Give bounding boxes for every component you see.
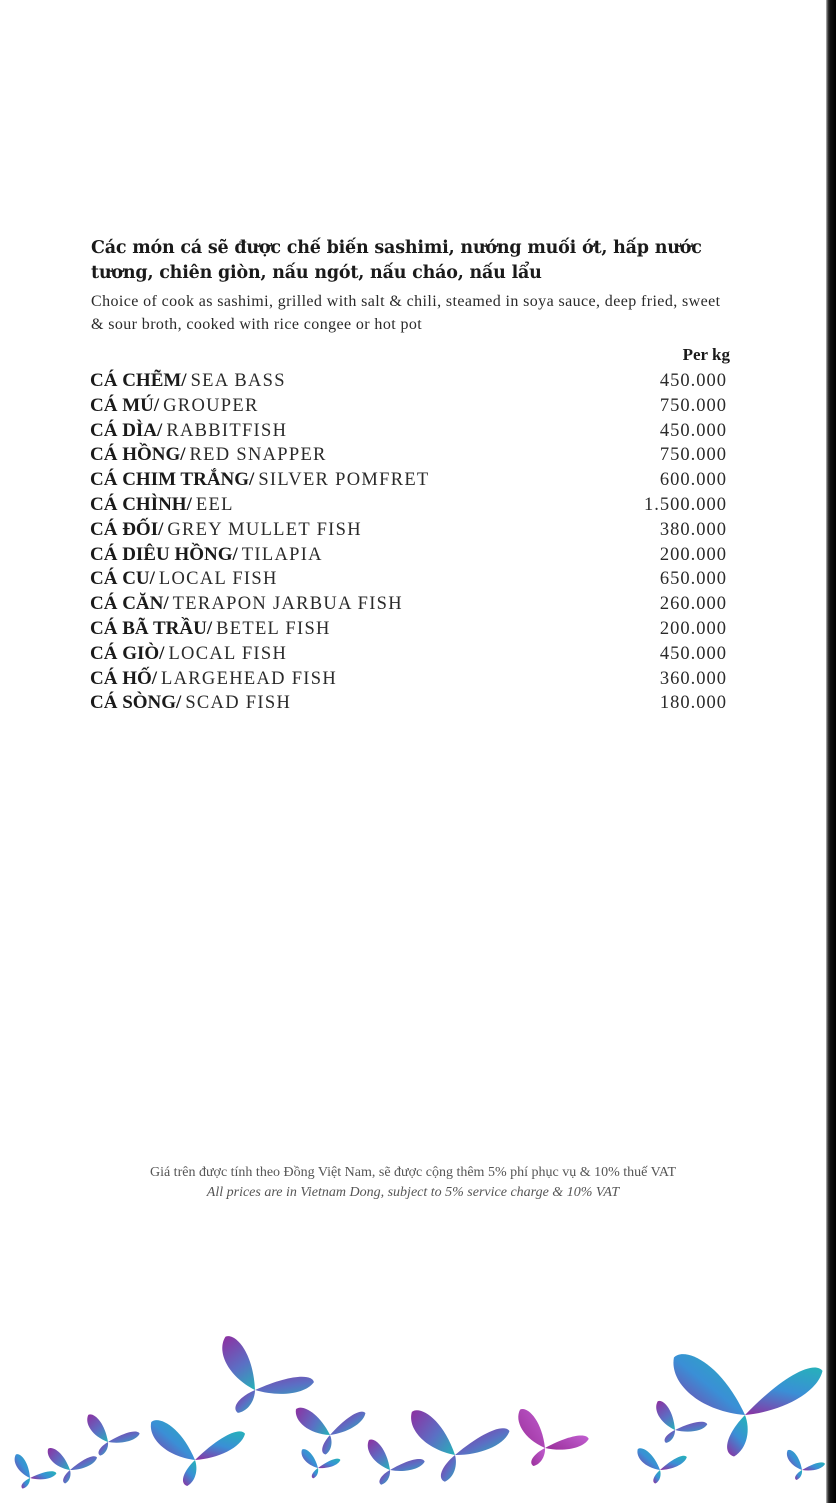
butterfly-icon — [47, 1444, 99, 1485]
price-note-english: All prices are in Vietnam Dong, subject to 5% service charge & 10% VAT — [206, 1185, 620, 1200]
item-name-vietnamese: CÁ BÃ TRẦU/ — [90, 617, 213, 639]
item-name-english: SEA BASS — [190, 371, 286, 391]
item-price: 380.000 — [659, 519, 727, 540]
item-name-english: SILVER POMFRET — [258, 470, 430, 491]
cooking-options — [91, 236, 731, 336]
item-name-vietnamese: CÁ HỒNG/ — [90, 444, 186, 466]
item-price: 600.000 — [659, 470, 727, 491]
item-price: 750.000 — [659, 395, 727, 416]
item-name-english: GREY MULLET FISH — [167, 519, 362, 540]
menu-item — [90, 493, 730, 518]
butterfly-icon — [672, 1330, 826, 1464]
item-name-english: TILAPIA — [241, 544, 323, 565]
page-edge — [826, 0, 836, 1503]
item-name-vietnamese: CÁ DIÊU HỒNG/ — [90, 543, 238, 565]
item-price: 1.500.000 — [644, 494, 727, 515]
item-name-vietnamese: CÁ DÌA/ — [90, 419, 163, 441]
item-name-english: TERAPON JARBUA FISH — [172, 594, 403, 615]
item-name-english: LARGEHEAD FISH — [161, 668, 337, 689]
butterfly-icon — [295, 1394, 372, 1458]
item-name-english: RED SNAPPER — [189, 445, 327, 466]
item-name-vietnamese: CÁ CHÌNH/ — [90, 493, 192, 515]
menu-item — [90, 691, 730, 716]
menu-item — [90, 394, 730, 419]
item-name-vietnamese: CÁ CHẼM/ — [90, 370, 187, 391]
menu-item — [90, 443, 730, 468]
butterfly-icon — [512, 1409, 592, 1474]
item-name-vietnamese: CÁ CĂN/ — [90, 593, 169, 615]
item-name-english: BETEL FISH — [216, 618, 331, 639]
item-price: 200.000 — [659, 544, 727, 565]
butterfly-icon — [785, 1450, 826, 1483]
item-name-english: SCAD FISH — [185, 693, 292, 714]
item-price: 650.000 — [659, 569, 727, 590]
menu-item — [90, 369, 730, 394]
menu-item — [90, 667, 730, 692]
menu-item — [90, 567, 730, 592]
butterfly-icon — [150, 1408, 251, 1490]
butterfly-icon — [411, 1404, 513, 1484]
menu-item — [90, 642, 730, 667]
butterfly-decoration — [0, 1330, 826, 1503]
item-name-vietnamese: CÁ CHIM TRẮNG/ — [90, 469, 255, 491]
menu-item — [90, 617, 730, 642]
item-price: 200.000 — [659, 618, 727, 639]
item-name-vietnamese: CÁ MÚ/ — [90, 394, 160, 416]
item-price: 360.000 — [659, 668, 727, 689]
butterfly-icon — [364, 1439, 427, 1489]
menu-item — [90, 518, 730, 543]
butterfly-icon — [302, 1449, 341, 1478]
item-name-vietnamese: CÁ SÒNG/ — [90, 692, 182, 714]
item-name-english: EEL — [195, 494, 234, 515]
item-price: 180.000 — [659, 693, 727, 714]
item-price: 750.000 — [659, 445, 727, 466]
menu-item — [90, 592, 730, 617]
item-price: 450.000 — [659, 371, 727, 391]
item-name-english: GROUPER — [163, 395, 259, 416]
item-price: 260.000 — [659, 594, 727, 615]
price-note — [40, 1163, 786, 1203]
item-price: 450.000 — [659, 420, 727, 441]
item-name-vietnamese: CÁ GIÒ/ — [90, 642, 165, 664]
cooking-options-english: Choice of cook as sashimi, grilled with salt & chili, steamed in soya sauce, deep fried, sweet & sour broth, cooked with rice congee or hot pot — [91, 293, 721, 333]
butterfly-icon — [637, 1444, 689, 1486]
butterfly-icon — [650, 1400, 710, 1449]
item-name-english: RABBITFISH — [166, 420, 288, 441]
item-name-vietnamese: CÁ CU/ — [90, 568, 155, 590]
item-price: 450.000 — [659, 643, 727, 664]
menu-item — [90, 419, 730, 444]
menu-item — [90, 468, 730, 493]
item-name-english: LOCAL FISH — [168, 643, 288, 664]
price-note-vietnamese: Giá trên được tính theo Đồng Việt Nam, sẽ được cộng thêm 5% phí phục vụ & 10% thuế VAT — [149, 1165, 677, 1180]
item-name-vietnamese: CÁ HỐ/ — [90, 667, 158, 689]
item-name-english: LOCAL FISH — [158, 569, 278, 590]
fish-menu-list — [90, 369, 730, 716]
price-unit-header: Per kg — [682, 345, 730, 364]
menu-item — [90, 543, 730, 568]
item-name-vietnamese: CÁ ĐỐI/ — [90, 518, 164, 540]
butterfly-icon — [84, 1414, 141, 1459]
cooking-options-vietnamese: Các món cá sẽ được chế biến sashimi, nướng muối ớt, hấp nước tương, chiên giòn, nấu ngót, nấu cháo, nấu lẩu — [91, 238, 702, 283]
